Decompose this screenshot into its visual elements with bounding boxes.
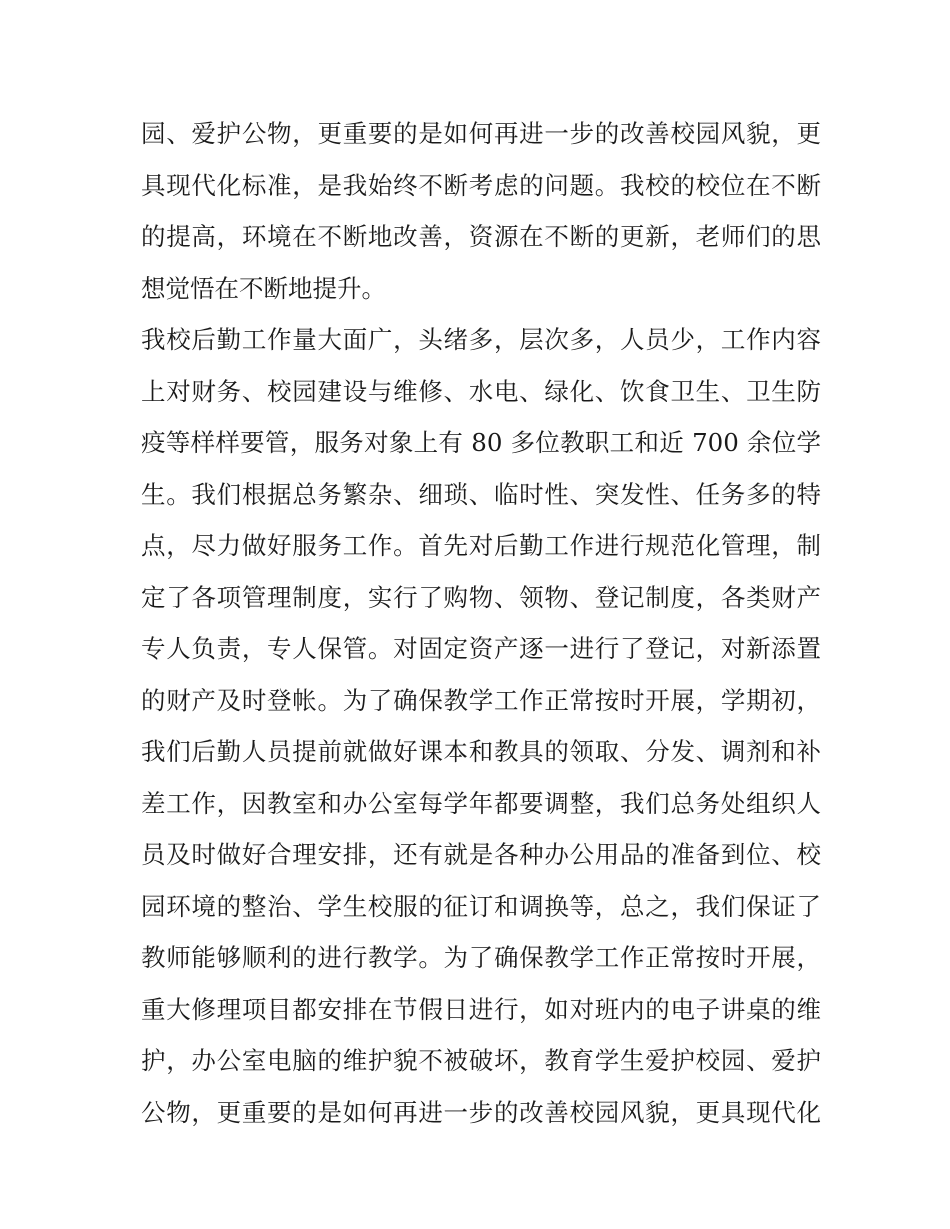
text-line: 的财产及时登帐。为了确保教学工作正常按时开展，学期初， bbox=[141, 685, 821, 715]
text-line: 专人负责，专人保管。对固定资产逐一进行了登记，对新添置 bbox=[141, 634, 821, 663]
text-line: 园、爱护公物，更重要的是如何再进一步的改善校园风貌，更 bbox=[141, 119, 821, 148]
text-line: 生。我们根据总务繁杂、细琐、临时性、突发性、任务多的特 bbox=[141, 479, 821, 509]
text-line: 点，尽力做好服务工作。首先对后勤工作进行规范化管理，制 bbox=[141, 531, 821, 560]
text-line: 疫等样样要管，服务对象上有 80 多位教职工和近 700 余位学 bbox=[141, 428, 821, 457]
document-body bbox=[141, 108, 821, 1138]
text-line: 的提高，环境在不断地改善，资源在不断的更新，老师们的思 bbox=[141, 222, 821, 251]
text-line: 上对财务、校园建设与维修、水电、绿化、饮食卫生、卫生防 bbox=[141, 376, 821, 406]
text-line: 定了各项管理制度，实行了购物、领物、登记制度，各类财产 bbox=[141, 582, 821, 612]
text-line: 教师能够顺利的进行教学。为了确保教学工作正常按时开展， bbox=[141, 943, 821, 972]
paragraph-2 bbox=[141, 314, 821, 1138]
text-line: 具现代化标准，是我始终不断考虑的问题。我校的校位在不断 bbox=[141, 170, 821, 200]
text-line: 员及时做好合理安排，还有就是各种办公用品的准备到位、校 bbox=[141, 840, 821, 869]
text-line: 护，办公室电脑的维护貌不被破坏，教育学生爱护校园、爱护 bbox=[141, 1046, 821, 1075]
text-line: 差工作，因教室和办公室每学年都要调整，我们总务处组织人 bbox=[141, 788, 821, 818]
text-line: 园环境的整治、学生校服的征订和调换等，总之，我们保证了 bbox=[141, 891, 821, 921]
paragraph-1 bbox=[141, 108, 821, 314]
text-line: 我们后勤人员提前就做好课本和教具的领取、分发、调剂和补 bbox=[141, 737, 821, 766]
text-line: 我校后勤工作量大面广，头绪多，层次多，人员少，工作内容 bbox=[141, 325, 821, 354]
text-line: 公物，更重要的是如何再进一步的改善校园风貌，更具现代化 bbox=[141, 1097, 821, 1127]
text-line: 重大修理项目都安排在节假日进行，如对班内的电子讲桌的维 bbox=[141, 994, 821, 1024]
text-line: 想觉悟在不断地提升。 bbox=[141, 273, 386, 303]
